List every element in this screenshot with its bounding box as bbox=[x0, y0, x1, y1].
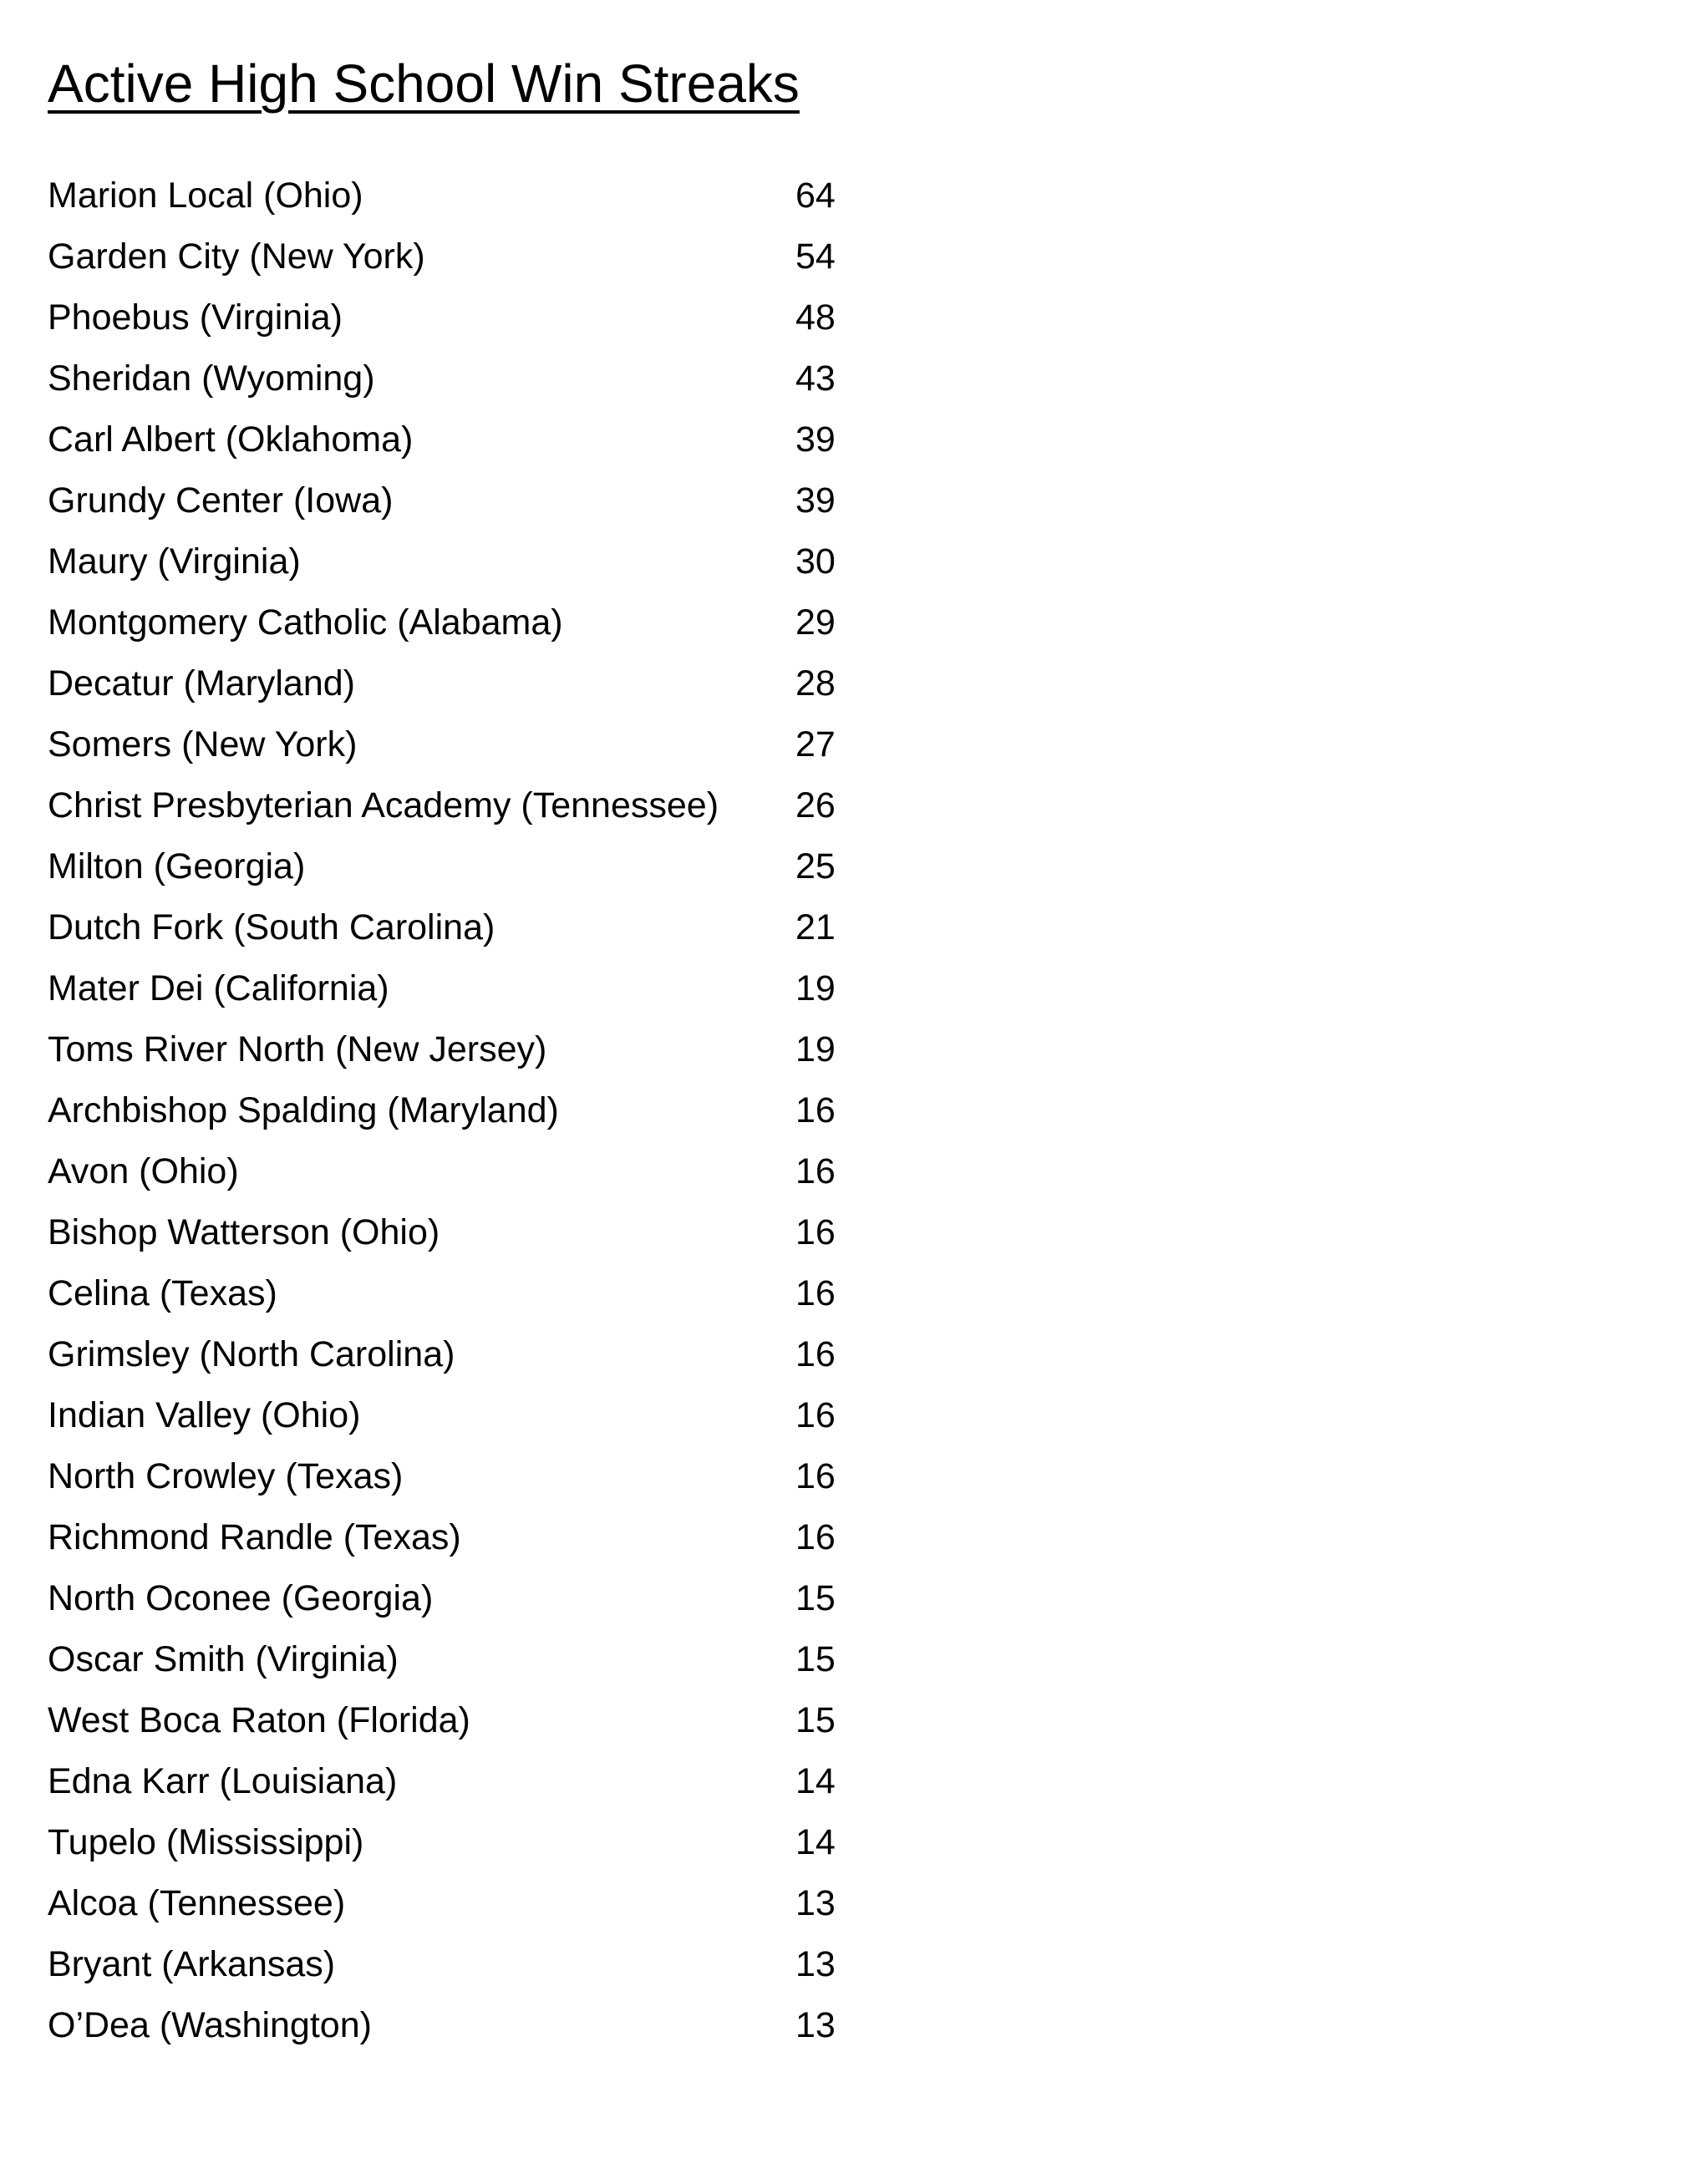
list-item bbox=[48, 1995, 850, 2056]
school-name: Archbishop Spalding (Maryland) bbox=[48, 1090, 559, 1130]
school-name: Avon (Ohio) bbox=[48, 1151, 239, 1191]
school-name: Phoebus (Virginia) bbox=[48, 297, 343, 338]
list-item bbox=[48, 531, 850, 592]
list-item bbox=[48, 1141, 850, 1202]
win-streak-count: 28 bbox=[795, 663, 836, 703]
list-item bbox=[48, 592, 850, 653]
win-streak-count: 29 bbox=[795, 602, 836, 643]
list-item bbox=[48, 1507, 850, 1568]
school-name: Tupelo (Mississippi) bbox=[48, 1822, 364, 1862]
win-streak-count: 25 bbox=[795, 846, 836, 886]
list-item bbox=[48, 1873, 850, 1934]
list-item bbox=[48, 1202, 850, 1263]
win-streak-count: 54 bbox=[795, 236, 836, 277]
list-item bbox=[48, 1934, 850, 1995]
win-streak-count: 16 bbox=[795, 1090, 836, 1130]
list-item bbox=[48, 287, 850, 348]
school-name: Maury (Virginia) bbox=[48, 541, 301, 582]
school-name: Montgomery Catholic (Alabama) bbox=[48, 602, 563, 643]
school-name: North Oconee (Georgia) bbox=[48, 1578, 434, 1618]
win-streak-count: 16 bbox=[795, 1395, 836, 1435]
list-item bbox=[48, 409, 850, 470]
page-title: Active High School Win Streaks bbox=[48, 53, 800, 114]
win-streak-count: 43 bbox=[795, 358, 836, 399]
win-streak-count: 14 bbox=[795, 1761, 836, 1801]
list-item bbox=[48, 1690, 850, 1751]
win-streak-count: 15 bbox=[795, 1639, 836, 1679]
win-streak-count: 16 bbox=[795, 1456, 836, 1496]
school-name: Edna Karr (Louisiana) bbox=[48, 1761, 398, 1801]
win-streak-count: 16 bbox=[795, 1212, 836, 1252]
win-streak-count: 15 bbox=[795, 1578, 836, 1618]
list-item bbox=[48, 1080, 850, 1141]
list-item bbox=[48, 348, 850, 409]
list-item bbox=[48, 470, 850, 531]
school-name: Toms River North (New Jersey) bbox=[48, 1029, 547, 1069]
school-name: Decatur (Maryland) bbox=[48, 663, 355, 703]
list-item bbox=[48, 1568, 850, 1629]
school-name: Oscar Smith (Virginia) bbox=[48, 1639, 399, 1679]
school-name: West Boca Raton (Florida) bbox=[48, 1700, 470, 1740]
win-streak-count: 26 bbox=[795, 785, 836, 825]
win-streak-count: 16 bbox=[795, 1334, 836, 1374]
list-item bbox=[48, 1629, 850, 1690]
win-streak-count: 16 bbox=[795, 1151, 836, 1191]
school-name: Carl Albert (Oklahoma) bbox=[48, 419, 414, 460]
win-streak-count: 13 bbox=[795, 1944, 836, 1984]
win-streak-count: 39 bbox=[795, 419, 836, 460]
school-name: Richmond Randle (Texas) bbox=[48, 1517, 461, 1557]
school-name: Dutch Fork (South Carolina) bbox=[48, 907, 495, 947]
school-name: Celina (Texas) bbox=[48, 1273, 277, 1313]
list-item bbox=[48, 1446, 850, 1507]
win-streak-count: 21 bbox=[795, 907, 836, 947]
win-streak-count: 16 bbox=[795, 1517, 836, 1557]
list-item bbox=[48, 897, 850, 958]
list-item bbox=[48, 1812, 850, 1873]
school-name: Grundy Center (Iowa) bbox=[48, 480, 394, 521]
list-item bbox=[48, 1324, 850, 1385]
school-name: North Crowley (Texas) bbox=[48, 1456, 404, 1496]
win-streak-count: 19 bbox=[795, 1029, 836, 1069]
list-item bbox=[48, 1385, 850, 1446]
school-name: Alcoa (Tennessee) bbox=[48, 1883, 346, 1923]
school-name: Garden City (New York) bbox=[48, 236, 425, 277]
win-streak-count: 64 bbox=[795, 175, 836, 216]
school-name: O’Dea (Washington) bbox=[48, 2005, 372, 2045]
win-streak-count: 14 bbox=[795, 1822, 836, 1862]
win-streak-count: 15 bbox=[795, 1700, 836, 1740]
win-streak-list bbox=[48, 165, 850, 2056]
win-streak-count: 13 bbox=[795, 1883, 836, 1923]
school-name: Marion Local (Ohio) bbox=[48, 175, 363, 216]
school-name: Somers (New York) bbox=[48, 724, 358, 764]
list-item bbox=[48, 775, 850, 836]
school-name: Grimsley (North Carolina) bbox=[48, 1334, 455, 1374]
list-item bbox=[48, 1751, 850, 1812]
list-item bbox=[48, 1263, 850, 1324]
win-streak-count: 16 bbox=[795, 1273, 836, 1313]
school-name: Bryant (Arkansas) bbox=[48, 1944, 336, 1984]
win-streak-count: 39 bbox=[795, 480, 836, 521]
list-item bbox=[48, 165, 850, 226]
school-name: Bishop Watterson (Ohio) bbox=[48, 1212, 440, 1252]
school-name: Indian Valley (Ohio) bbox=[48, 1395, 361, 1435]
win-streak-count: 48 bbox=[795, 297, 836, 338]
school-name: Sheridan (Wyoming) bbox=[48, 358, 375, 399]
list-item bbox=[48, 226, 850, 287]
win-streak-count: 27 bbox=[795, 724, 836, 764]
list-item bbox=[48, 836, 850, 897]
school-name: Milton (Georgia) bbox=[48, 846, 306, 886]
win-streak-count: 30 bbox=[795, 541, 836, 582]
list-item bbox=[48, 1019, 850, 1080]
win-streak-count: 13 bbox=[795, 2005, 836, 2045]
list-item bbox=[48, 714, 850, 775]
list-item bbox=[48, 958, 850, 1019]
list-item bbox=[48, 653, 850, 714]
school-name: Mater Dei (California) bbox=[48, 968, 389, 1008]
win-streak-count: 19 bbox=[795, 968, 836, 1008]
school-name: Christ Presbyterian Academy (Tennessee) bbox=[48, 785, 719, 825]
